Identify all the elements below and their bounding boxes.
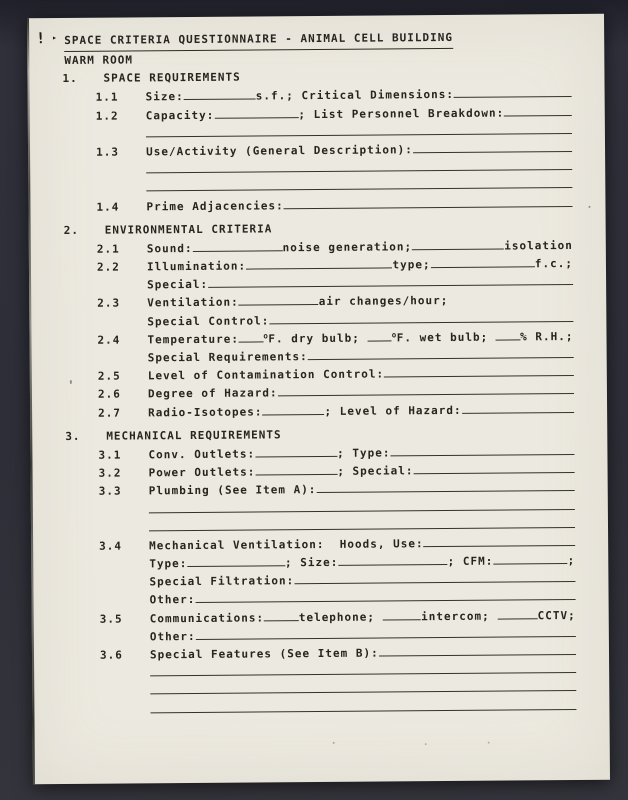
field-label: F. wet bulb; xyxy=(396,330,496,345)
field-label: Degree of Hazard: xyxy=(147,386,278,401)
field-label: Special: xyxy=(147,278,209,292)
blank-field xyxy=(462,400,575,414)
blank-field xyxy=(214,105,298,119)
field-label: intercom; xyxy=(421,609,498,623)
blank-field xyxy=(454,84,572,98)
field-label: Plumbing (See Item A): xyxy=(148,483,317,498)
item-number: 3.6 xyxy=(99,648,123,662)
blank-field xyxy=(384,363,574,377)
blank-field xyxy=(192,238,282,252)
blank-field xyxy=(149,496,575,512)
item-number: 3.4 xyxy=(99,539,123,553)
blank-field xyxy=(187,553,285,567)
field-label: ; xyxy=(567,554,576,568)
blank-field xyxy=(196,624,576,640)
questionnaire-page xyxy=(27,14,610,785)
scan-speck xyxy=(488,742,490,744)
field-label: ; CFM: xyxy=(447,554,494,569)
scan-speck xyxy=(333,742,335,744)
item-number: 3.2 xyxy=(98,466,122,480)
blank-field xyxy=(423,533,575,547)
item-number: 2.7 xyxy=(98,406,122,420)
section-number: 3. xyxy=(65,429,81,443)
blank-field xyxy=(262,402,324,415)
field-label: type; xyxy=(392,258,431,272)
section-title: MECHANICAL REQUIREMENTS xyxy=(106,428,282,443)
field-label: telephone; xyxy=(298,610,383,624)
pen-tick-mark: ▸ xyxy=(52,33,59,43)
blank-field xyxy=(284,193,573,208)
item-number: 1.1 xyxy=(95,90,119,105)
superscript-degree: o xyxy=(263,331,269,341)
blank-field xyxy=(255,462,337,476)
blank-field xyxy=(184,87,256,101)
item-number: 2.2 xyxy=(96,260,120,274)
field-label: Communications: xyxy=(149,611,265,625)
item-number: 2.3 xyxy=(97,296,121,311)
scan-speck xyxy=(425,743,427,745)
field-label: Illumination: xyxy=(146,259,247,274)
blank-field xyxy=(383,607,422,620)
blank-field xyxy=(149,515,575,531)
item-number: 1.2 xyxy=(95,109,119,123)
field-label: isolation xyxy=(504,238,573,253)
pen-exclamation-mark: ! xyxy=(35,28,47,48)
item-number: 2.5 xyxy=(97,369,121,383)
document-title: SPACE CRITERIA QUESTIONNAIRE - ANIMAL CELL BUILDING xyxy=(64,29,453,52)
scan-speck xyxy=(70,380,72,384)
field-label: Special Requirements: xyxy=(147,350,308,365)
form-line xyxy=(28,193,605,216)
item-number: 2.6 xyxy=(97,387,121,402)
item-number: 3.1 xyxy=(98,448,122,462)
field-label: CCTV; xyxy=(537,608,576,622)
field-label: Prime Adjacencies: xyxy=(146,198,284,213)
field-label: ; Level of Hazard: xyxy=(324,403,462,418)
blank-field xyxy=(264,608,299,621)
field-label: Ventilation: xyxy=(147,296,239,310)
field-label: % R.H.; xyxy=(520,329,574,344)
continuation-line xyxy=(32,696,609,719)
blank-field xyxy=(338,552,447,566)
field-label: air changes/hour; xyxy=(318,294,449,309)
blank-field xyxy=(277,381,573,396)
blank-field xyxy=(239,292,319,306)
field-label: noise generation; xyxy=(282,240,413,255)
item-number: 3.5 xyxy=(99,612,123,626)
blank-field xyxy=(430,254,534,268)
field-label: ; Size: xyxy=(284,555,339,570)
blank-field xyxy=(294,569,575,584)
blank-field xyxy=(316,478,574,493)
blank-field xyxy=(493,551,567,565)
field-label: Special Features (See Item B): xyxy=(149,646,379,662)
blank-field xyxy=(367,328,391,341)
blank-field xyxy=(146,121,572,137)
item-number: 1.4 xyxy=(96,200,120,214)
section-title: SPACE REQUIREMENTS xyxy=(103,70,241,85)
field-label: Temperature: xyxy=(147,332,240,347)
blank-field xyxy=(412,236,504,250)
field-label: f.c.; xyxy=(534,257,573,271)
blank-field xyxy=(208,272,573,288)
field-label: Conv. Outlets: xyxy=(148,447,256,462)
blank-field xyxy=(269,309,573,324)
field-label: Level of Contamination Control: xyxy=(147,367,385,383)
form-body xyxy=(27,66,609,719)
field-label: ; Special: xyxy=(337,464,414,478)
field-label: Special Filtration: xyxy=(149,574,295,589)
blank-field xyxy=(239,329,263,342)
blank-field xyxy=(504,103,572,117)
field-label: ; Type: xyxy=(337,446,391,460)
blank-field xyxy=(146,157,572,173)
item-number: 3.3 xyxy=(98,484,122,499)
scan-speck xyxy=(588,206,590,208)
field-label: ; List Personnel Breakdown: xyxy=(298,106,505,121)
field-label: Radio-Isotopes: xyxy=(148,405,263,419)
field-label: Capacity: xyxy=(145,108,215,122)
blank-field xyxy=(146,175,572,191)
blank-field xyxy=(246,255,392,269)
field-label: Power Outlets: xyxy=(148,465,256,480)
item-number: 1.3 xyxy=(96,145,119,159)
blank-field xyxy=(379,642,576,657)
blank-field xyxy=(255,444,337,458)
field-label: Sound: xyxy=(146,241,193,256)
blank-field xyxy=(150,697,576,713)
blank-field xyxy=(195,587,575,603)
field-label: Use/Activity (General Description): xyxy=(146,143,413,159)
field-label: Mechanical Ventilation: Hoods, Use: xyxy=(149,537,424,553)
superscript-degree: o xyxy=(391,330,397,340)
blank-field xyxy=(150,660,576,676)
field-label: Special Control: xyxy=(147,314,270,328)
blank-field xyxy=(413,139,572,153)
document-subtitle: WARM ROOM xyxy=(64,53,133,67)
field-label: Type: xyxy=(149,557,188,571)
field-label: Other: xyxy=(149,629,196,644)
field-label: s.f.; Critical Dimensions: xyxy=(255,88,454,103)
blank-field xyxy=(413,460,574,474)
form-content xyxy=(27,28,609,719)
field-label: Other: xyxy=(149,593,196,607)
blank-field xyxy=(496,327,520,340)
blank-field xyxy=(497,606,537,619)
field-label: F. dry bulb; xyxy=(268,331,368,346)
item-number: 2.1 xyxy=(96,242,120,256)
blank-field xyxy=(150,678,576,694)
section-number: 1. xyxy=(62,72,78,86)
section-title: ENVIRONMENTAL CRITERIA xyxy=(104,222,273,237)
field-label: Size: xyxy=(145,90,184,104)
section-number: 2. xyxy=(63,223,79,237)
blank-field xyxy=(308,345,574,360)
blank-field xyxy=(390,442,574,456)
item-number: 2.4 xyxy=(97,333,121,347)
